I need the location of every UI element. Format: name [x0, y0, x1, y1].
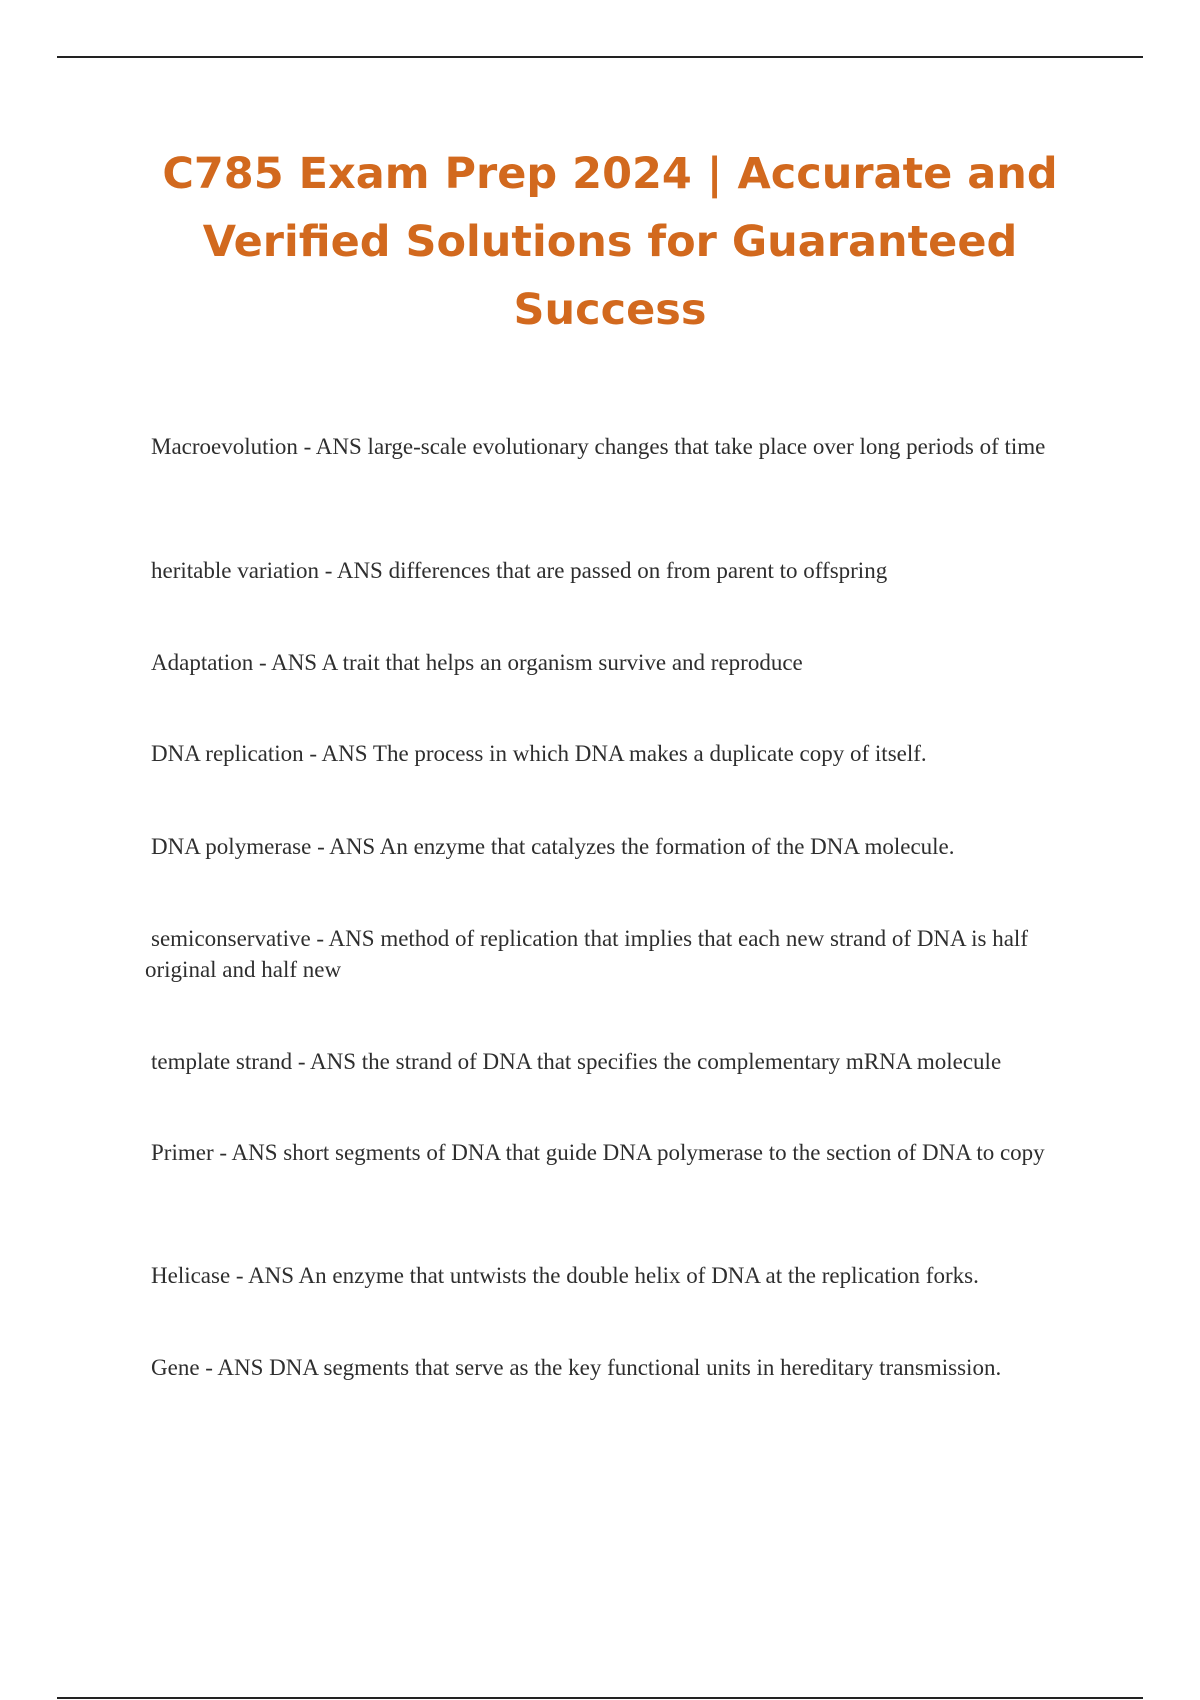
top-rule	[57, 56, 1143, 58]
entry-heritable-variation: heritable variation - ANS differences that are passed on from parent to offspring	[151, 558, 888, 583]
entry-adaptation: Adaptation - ANS A trait that helps an organism survive and reproduce	[151, 650, 803, 675]
entry-macroevolution: Macroevolution - ANS large-scale evolutionary changes that take place over long periods of time	[151, 434, 1046, 459]
document-title: C785 Exam Prep 2024 | Accurate and Verified Solutions for Guaranteed Success	[162, 149, 1058, 335]
bottom-rule	[57, 1697, 1143, 1699]
entry-gene: Gene - ANS DNA segments that serve as the key functional units in hereditary transmission.	[151, 1355, 1002, 1380]
entry-helicase: Helicase - ANS An enzyme that untwists the double helix of DNA at the replication forks.	[151, 1263, 979, 1288]
entry-dna-replication: DNA replication - ANS The process in which DNA makes a duplicate copy of itself.	[151, 741, 927, 766]
entry-semiconservative: semiconservative - ANS method of replication that implies that each new strand of DNA is half original and half new	[145, 926, 1028, 982]
entry-primer: Primer - ANS short segments of DNA that guide DNA polymerase to the section of DNA to copy	[151, 1140, 1045, 1165]
entry-dna-polymerase: DNA polymerase - ANS An enzyme that catalyzes the formation of the DNA molecule.	[151, 834, 955, 859]
entry-template-strand: template strand - ANS the strand of DNA that specifies the complementary mRNA molecule	[151, 1049, 1002, 1074]
